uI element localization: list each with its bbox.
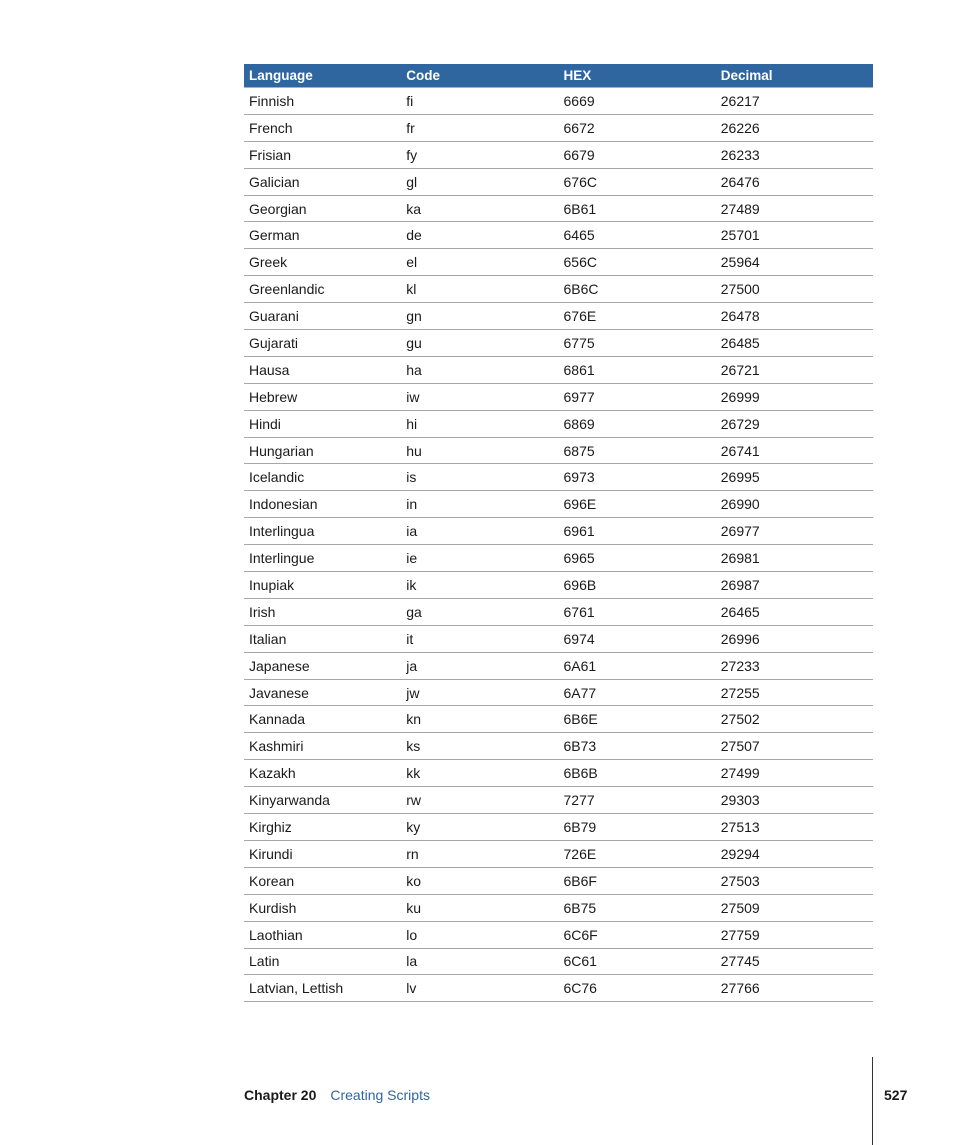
- cell-decimal: 26465: [720, 603, 760, 620]
- cell-decimal: 26217: [720, 92, 760, 109]
- page-number: 527: [884, 1087, 908, 1103]
- table-row: [244, 438, 873, 465]
- cell-language: Icelandic: [249, 469, 305, 486]
- cell-code: is: [406, 469, 417, 486]
- table-row: [244, 626, 873, 653]
- cell-code: ks: [406, 738, 421, 755]
- cell-language: Irish: [249, 603, 276, 620]
- cell-decimal: 27513: [720, 818, 760, 835]
- cell-language: Kashmiri: [249, 738, 304, 755]
- cell-code: ga: [406, 603, 422, 620]
- cell-hex: 6973: [563, 469, 595, 486]
- cell-hex: 6961: [563, 523, 595, 540]
- cell-hex: 6B61: [563, 200, 597, 217]
- cell-decimal: 25964: [720, 254, 760, 271]
- cell-hex: 6B75: [563, 899, 597, 916]
- cell-hex: 6B6E: [563, 711, 598, 728]
- cell-hex: 6869: [563, 415, 595, 432]
- cell-code: lv: [406, 980, 417, 997]
- cell-hex: 656C: [563, 254, 597, 271]
- table-row: [244, 922, 873, 949]
- cell-hex: 6974: [563, 630, 595, 647]
- cell-decimal: 27766: [720, 980, 760, 997]
- cell-decimal: 27502: [720, 711, 760, 728]
- header-language: Language: [249, 68, 313, 83]
- cell-decimal: 26226: [720, 119, 760, 136]
- cell-language: Indonesian: [249, 496, 318, 513]
- cell-code: fr: [406, 119, 415, 136]
- cell-language: Hausa: [249, 361, 290, 378]
- table-row: [244, 975, 873, 1002]
- table-row: [244, 545, 873, 572]
- cell-decimal: 26478: [720, 308, 760, 325]
- cell-hex: 696E: [563, 496, 597, 513]
- cell-language: Kannada: [249, 711, 306, 728]
- cell-language: Interlingue: [249, 550, 315, 567]
- table-row: [244, 895, 873, 922]
- table-row: [244, 760, 873, 787]
- cell-hex: 6B6B: [563, 765, 598, 782]
- cell-language: Greek: [249, 254, 288, 271]
- cell-decimal: 26233: [720, 146, 760, 163]
- cell-decimal: 27503: [720, 872, 760, 889]
- cell-language: Javanese: [249, 684, 309, 701]
- cell-code: gn: [406, 308, 422, 325]
- cell-decimal: 26996: [720, 630, 760, 647]
- table-row: [244, 384, 873, 411]
- table-row: [244, 733, 873, 760]
- table-row: [244, 249, 873, 276]
- cell-code: ha: [406, 361, 422, 378]
- cell-language: Laothian: [249, 926, 303, 943]
- cell-code: ky: [406, 818, 421, 835]
- cell-decimal: 27233: [720, 657, 760, 674]
- cell-decimal: 27499: [720, 765, 760, 782]
- cell-decimal: 26987: [720, 576, 760, 593]
- table-row: [244, 411, 873, 438]
- header-code: Code: [406, 68, 440, 83]
- table-row: [244, 518, 873, 545]
- cell-hex: 6861: [563, 361, 595, 378]
- cell-code: hu: [406, 442, 422, 459]
- cell-language: Gujarati: [249, 334, 299, 351]
- cell-code: gl: [406, 173, 418, 190]
- table-row: [244, 115, 873, 142]
- cell-language: Korean: [249, 872, 295, 889]
- cell-language: French: [249, 119, 293, 136]
- page-footer: [244, 1087, 430, 1103]
- table-row: [244, 142, 873, 169]
- cell-code: ie: [406, 550, 418, 567]
- cell-decimal: 27489: [720, 200, 760, 217]
- cell-language: Hungarian: [249, 442, 314, 459]
- cell-hex: 6C61: [563, 953, 597, 970]
- table-row: [244, 680, 873, 707]
- cell-decimal: 26999: [720, 388, 760, 405]
- cell-code: fi: [406, 92, 414, 109]
- cell-language: Kazakh: [249, 765, 296, 782]
- chapter-label: Chapter 20: [244, 1087, 317, 1103]
- cell-decimal: 27745: [720, 953, 760, 970]
- header-hex: HEX: [563, 68, 592, 83]
- cell-language: Latin: [249, 953, 280, 970]
- chapter-title-link[interactable]: Creating Scripts: [330, 1087, 430, 1103]
- cell-code: la: [406, 953, 418, 970]
- cell-decimal: 26741: [720, 442, 760, 459]
- cell-language: Finnish: [249, 92, 295, 109]
- cell-decimal: 26977: [720, 523, 760, 540]
- table-row: [244, 814, 873, 841]
- cell-hex: 676C: [563, 173, 597, 190]
- cell-hex: 6761: [563, 603, 595, 620]
- cell-hex: 726E: [563, 845, 597, 862]
- cell-code: fy: [406, 146, 418, 163]
- table-row: [244, 491, 873, 518]
- cell-language: Interlingua: [249, 523, 315, 540]
- cell-language: Georgian: [249, 200, 307, 217]
- cell-decimal: 25701: [720, 227, 760, 244]
- footer-divider: [872, 1057, 873, 1145]
- cell-code: kk: [406, 765, 421, 782]
- table-row: [244, 464, 873, 491]
- cell-hex: 6A61: [563, 657, 597, 674]
- cell-decimal: 27759: [720, 926, 760, 943]
- table-row: [244, 303, 873, 330]
- cell-hex: 6875: [563, 442, 595, 459]
- cell-decimal: 27255: [720, 684, 760, 701]
- cell-language: Hebrew: [249, 388, 298, 405]
- cell-decimal: 26729: [720, 415, 760, 432]
- cell-decimal: 26990: [720, 496, 760, 513]
- cell-language: Inupiak: [249, 576, 295, 593]
- table-row: [244, 357, 873, 384]
- cell-hex: 6965: [563, 550, 595, 567]
- cell-hex: 6B6F: [563, 872, 597, 889]
- table-row: [244, 841, 873, 868]
- cell-code: gu: [406, 334, 422, 351]
- cell-code: lo: [406, 926, 418, 943]
- table-row: [244, 949, 873, 976]
- table-row: [244, 330, 873, 357]
- table-row: [244, 222, 873, 249]
- cell-code: ku: [406, 899, 422, 916]
- table-row: [244, 653, 873, 680]
- cell-hex: 6465: [563, 227, 595, 244]
- cell-language: Italian: [249, 630, 287, 647]
- cell-language: Kirghiz: [249, 818, 292, 835]
- table-row: [244, 196, 873, 223]
- cell-decimal: 29294: [720, 845, 760, 862]
- cell-language: Frisian: [249, 146, 292, 163]
- cell-hex: 676E: [563, 308, 597, 325]
- cell-hex: 7277: [563, 792, 595, 809]
- table-row: [244, 88, 873, 115]
- cell-language: Kinyarwanda: [249, 792, 330, 809]
- cell-code: el: [406, 254, 418, 271]
- language-code-table: [244, 64, 873, 1002]
- cell-hex: 6C76: [563, 980, 597, 997]
- cell-code: hi: [406, 415, 418, 432]
- table-body: [244, 88, 873, 1002]
- cell-code: ja: [406, 657, 418, 674]
- cell-decimal: 26995: [720, 469, 760, 486]
- cell-code: jw: [406, 684, 420, 701]
- cell-language: German: [249, 227, 300, 244]
- table-row: [244, 706, 873, 733]
- cell-language: Japanese: [249, 657, 310, 674]
- table-row: [244, 787, 873, 814]
- cell-decimal: 27507: [720, 738, 760, 755]
- cell-code: iw: [406, 388, 420, 405]
- cell-hex: 6672: [563, 119, 595, 136]
- cell-hex: 6B73: [563, 738, 597, 755]
- cell-code: kn: [406, 711, 422, 728]
- cell-decimal: 26476: [720, 173, 760, 190]
- cell-language: Kurdish: [249, 899, 297, 916]
- cell-decimal: 26721: [720, 361, 760, 378]
- cell-language: Galician: [249, 173, 300, 190]
- cell-code: ko: [406, 872, 422, 889]
- cell-code: in: [406, 496, 418, 513]
- cell-code: rw: [406, 792, 422, 809]
- cell-code: kl: [406, 281, 417, 298]
- cell-hex: 6679: [563, 146, 595, 163]
- table-row: [244, 868, 873, 895]
- cell-decimal: 27500: [720, 281, 760, 298]
- cell-decimal: 27509: [720, 899, 760, 916]
- cell-hex: 6775: [563, 334, 595, 351]
- cell-code: ia: [406, 523, 418, 540]
- cell-hex: 6669: [563, 92, 595, 109]
- cell-language: Guarani: [249, 308, 299, 325]
- cell-language: Hindi: [249, 415, 281, 432]
- cell-code: it: [406, 630, 414, 647]
- cell-language: Greenlandic: [249, 281, 325, 298]
- cell-hex: 696B: [563, 576, 597, 593]
- header-decimal: Decimal: [720, 68, 773, 83]
- table-row: [244, 276, 873, 303]
- cell-code: de: [406, 227, 422, 244]
- table-row: [244, 572, 873, 599]
- cell-decimal: 29303: [720, 792, 760, 809]
- cell-language: Latvian, Lettish: [249, 980, 344, 997]
- cell-decimal: 26981: [720, 550, 760, 567]
- table-row: [244, 599, 873, 626]
- cell-hex: 6B79: [563, 818, 597, 835]
- cell-hex: 6A77: [563, 684, 597, 701]
- cell-decimal: 26485: [720, 334, 760, 351]
- cell-language: Kirundi: [249, 845, 293, 862]
- cell-hex: 6C6F: [563, 926, 598, 943]
- cell-code: rn: [406, 845, 419, 862]
- cell-hex: 6B6C: [563, 281, 599, 298]
- cell-code: ik: [406, 576, 417, 593]
- cell-code: ka: [406, 200, 422, 217]
- cell-hex: 6977: [563, 388, 595, 405]
- table-header: [244, 64, 873, 88]
- table-row: [244, 169, 873, 196]
